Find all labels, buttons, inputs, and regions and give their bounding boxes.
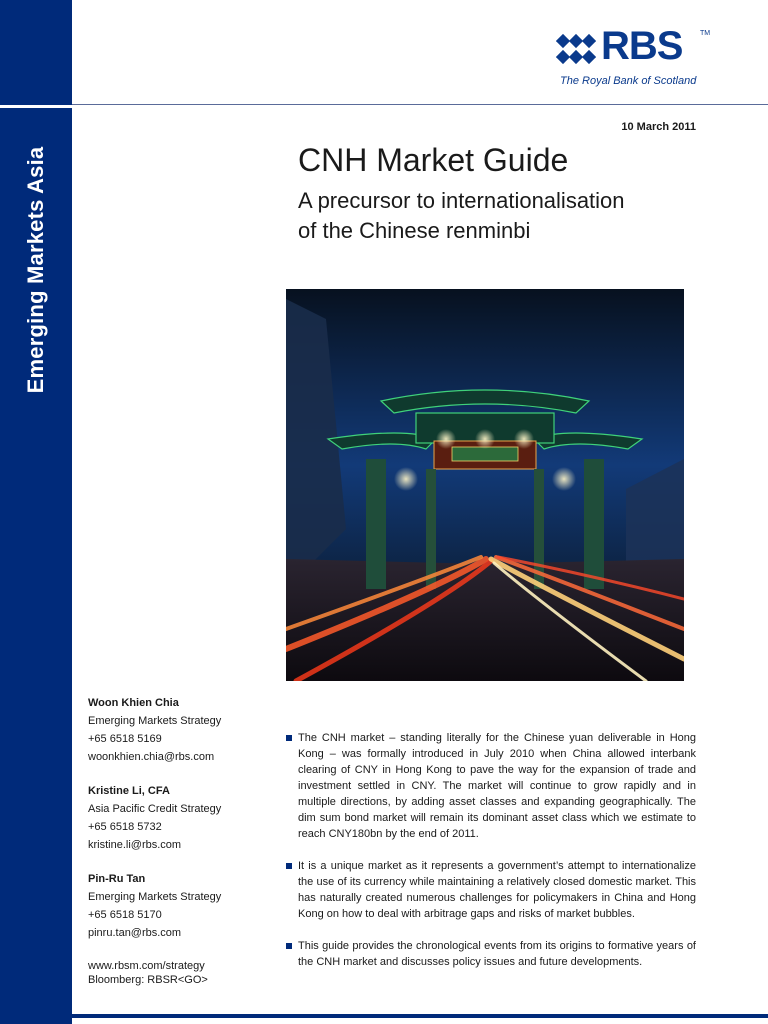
bullet-square-icon [286, 863, 292, 869]
website-link[interactable]: www.rbsm.com/strategy [88, 960, 205, 972]
strategy-links [88, 959, 208, 987]
bloomberg-code: Bloomberg: RBSR<GO> [88, 974, 208, 986]
cover-photo [286, 289, 684, 681]
author-phone: +65 6518 5169 [88, 733, 162, 745]
bullet-text: It is a unique market as it represents a government’s attempt to internationalize the use of its currency while maintaining a relatively closed domestic market. This has naturally created numerous challenges for policymakers in China and Hong Kong on how to deal with arbitrage gaps and risks of market bubbles. [298, 860, 696, 920]
author-card [88, 694, 278, 766]
logo-trademark: TM [700, 30, 711, 37]
bullet-square-icon [286, 735, 292, 741]
bullet-item [286, 938, 696, 970]
author-email-link[interactable]: pinru.tan@rbs.com [88, 927, 182, 939]
author-card [88, 782, 278, 854]
header-rule [72, 104, 768, 105]
daisy-wheel-logo-icon [556, 30, 596, 70]
page-title: CNH Market Guide [298, 142, 569, 178]
logo-brand: RBS [601, 24, 683, 68]
author-email-link[interactable]: kristine.li@rbs.com [88, 839, 182, 851]
author-email-link[interactable]: woonkhien.chia@rbs.com [88, 751, 215, 763]
bullet-text: The CNH market – standing literally for the Chinese yuan deliverable in Hong Kong – was formally introduced in July 2010 when China allowed interbank clearing of CNY in Hong Kong to pave the way for the expansion of trade and investment settled in CNY. The market will continue to grow rapidly and in multiple directions, by adding asset classes and expanding geographically. The dim sum bond market will remain its dominant asset class which we estimate to reach CNY180bn by the end of 2011. [298, 732, 696, 840]
author-role: Emerging Markets Strategy [88, 891, 222, 903]
bullet-item [286, 858, 696, 922]
sidebar-band [0, 0, 72, 1024]
bullet-square-icon [286, 943, 292, 949]
page-subtitle [298, 186, 718, 246]
subtitle-line-2: of the Chinese renminbi [298, 218, 531, 243]
author-name: Pin-Ru Tan [88, 873, 146, 885]
sidebar-title: Emerging Markets Asia [23, 146, 48, 394]
sidebar-divider [0, 105, 72, 108]
author-name: Woon Khien Chia [88, 697, 179, 709]
bullet-text: This guide provides the chronological events from its origins to formative years of the CNH market and discusses policy issues and future developments. [298, 940, 696, 968]
subtitle-line-1: A precursor to internationalisation [298, 188, 625, 213]
author-list [88, 694, 278, 958]
author-name: Kristine Li, CFA [88, 785, 170, 797]
footer-rule [72, 1014, 768, 1018]
author-phone: +65 6518 5170 [88, 909, 162, 921]
report-date: 10 March 2011 [621, 121, 696, 133]
rbs-logo [556, 24, 716, 92]
author-role: Asia Pacific Credit Strategy [88, 803, 222, 815]
bullet-item [286, 730, 696, 842]
author-card [88, 870, 278, 942]
logo-tagline: The Royal Bank of Scotland [560, 75, 697, 87]
summary-bullets [286, 730, 696, 986]
author-phone: +65 6518 5732 [88, 821, 162, 833]
chinese-gate-night-street-image [286, 289, 684, 681]
author-role: Emerging Markets Strategy [88, 715, 222, 727]
